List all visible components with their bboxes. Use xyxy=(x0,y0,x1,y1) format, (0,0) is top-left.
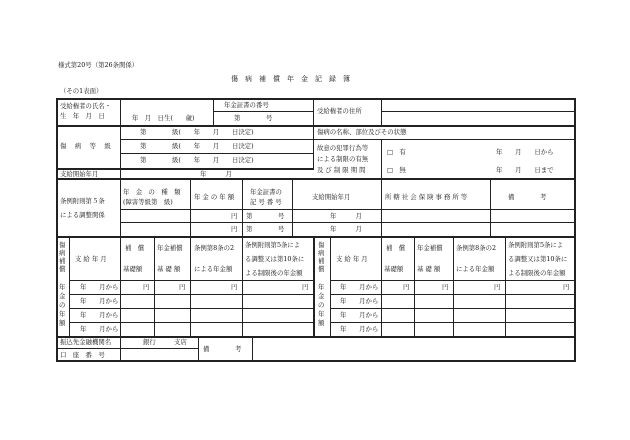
cert-number-field[interactable]: 第 号 xyxy=(246,225,285,233)
payment-month-header: 支 給 年 月 xyxy=(75,255,107,263)
adjusted-amount-header: よる制限後の年金額 xyxy=(508,269,566,277)
supp-start-field[interactable]: 年 月 xyxy=(330,225,362,233)
restriction-label: による制限の有無 xyxy=(317,155,369,163)
supp-start-field[interactable]: 年 月 xyxy=(330,212,362,220)
art8-amount-header: による年金額 xyxy=(194,265,233,273)
pension-type-header: 年 金 の 種 類 xyxy=(123,188,181,196)
name-label: 受給権者の氏名・ xyxy=(60,102,112,110)
payment-month-field[interactable]: 年 月から xyxy=(80,283,119,291)
pension-cert-header: 年金証書の xyxy=(250,188,282,196)
restriction-label: 故意の犯罪行為等 xyxy=(317,144,369,152)
bank-note-label: 備 考 xyxy=(203,345,242,353)
adjusted-amount-header: る調整又は第10条に xyxy=(508,255,568,263)
supp-start-header: 支給開始年月 xyxy=(312,193,351,201)
branch-name-field[interactable]: 支店 xyxy=(174,338,187,346)
base-amount-header: 基礎額 xyxy=(123,265,143,273)
yen-unit: 円 xyxy=(179,283,186,291)
restriction-no-checkbox[interactable]: □ 無 xyxy=(387,166,406,174)
supp-note-header: 備 考 xyxy=(508,193,547,201)
start-field[interactable]: 年 月 xyxy=(200,170,232,178)
yen-unit: 円 xyxy=(442,283,449,291)
grade-row[interactable]: 第 級( 年 月 日決定) xyxy=(140,156,254,164)
injury-label: 傷病の名称、部位及びその状態 xyxy=(317,128,407,136)
yen-unit: 円 xyxy=(231,225,238,233)
payment-month-field[interactable]: 年 月から xyxy=(80,297,119,305)
form-number: 様式第20号（第26条関係） xyxy=(58,61,139,69)
art8-amount-header: 条例第8条の2 xyxy=(456,244,497,252)
supp-label: による調整関係 xyxy=(60,211,105,219)
adjusted-amount-header: 条例附則第5条によ xyxy=(245,241,301,249)
yen-unit: 円 xyxy=(302,283,309,291)
base-amount-header: 補 償 xyxy=(125,244,145,252)
cert-number-field[interactable]: 第 号 xyxy=(246,212,285,220)
restriction-to-field[interactable]: 年 月 日まで xyxy=(496,166,554,174)
yen-unit: 円 xyxy=(563,283,570,291)
address-label: 受給権者の住所 xyxy=(317,107,362,115)
restriction-from-field[interactable]: 年 月 日から xyxy=(496,148,554,156)
base-amount-header: 補 償 xyxy=(386,244,406,252)
cert-number-field[interactable]: 第 号 xyxy=(234,114,273,122)
grade-label: 傷 病 等 級 xyxy=(60,142,112,150)
calc-base-header: 基 礎 額 xyxy=(157,265,181,273)
yen-unit: 円 xyxy=(231,212,238,220)
page-title: 傷 病 補 償 年 金 記 録 簿 xyxy=(231,75,350,83)
calc-base-header: 年金補償 xyxy=(157,244,183,252)
base-amount-header: 基礎額 xyxy=(384,265,404,273)
payment-month-field[interactable]: 年 月から xyxy=(80,311,119,319)
pension-grade-header: (障害等級第 級) xyxy=(123,198,173,206)
payment-month-field[interactable]: 年 月から xyxy=(340,297,379,305)
yen-unit: 円 xyxy=(494,283,501,291)
birth-label: 生 年 月 日 xyxy=(60,112,105,120)
yen-unit: 円 xyxy=(231,283,238,291)
adjusted-amount-header: る調整又は第10条に xyxy=(245,255,305,263)
start-label: 支給開始年月 xyxy=(60,170,99,178)
payment-month-field[interactable]: 年 月から xyxy=(340,311,379,319)
bank-label: 振込先金融機関名 xyxy=(60,338,112,346)
pension-cert-header: 記 号 番 号 xyxy=(250,198,282,206)
payment-month-field[interactable]: 年 月から xyxy=(340,283,379,291)
art8-amount-header: による年金額 xyxy=(456,265,495,273)
page-note: （その1表面） xyxy=(60,87,103,95)
calc-base-header: 年金補償 xyxy=(417,244,443,252)
cert-number-label: 年金証書の番号 xyxy=(224,101,269,109)
yen-unit: 円 xyxy=(403,283,410,291)
bank-name-field[interactable]: 銀行 xyxy=(143,338,156,346)
account-number-label: 口 座 番 号 xyxy=(60,351,105,359)
birth-field[interactable]: 年 月 日生( 歳) xyxy=(132,114,195,122)
restriction-yes-checkbox[interactable]: □ 有 xyxy=(387,148,406,156)
art8-amount-header: 条例第8条の2 xyxy=(194,244,235,252)
payment-month-field[interactable]: 年 月から xyxy=(80,325,119,333)
office-header: 所 轄 社 会 保 険 事 務 所 等 xyxy=(385,193,468,201)
grade-row[interactable]: 第 級( 年 月 日決定) xyxy=(140,128,254,136)
payment-month-header: 支 給 年 月 xyxy=(336,255,368,263)
pension-amount-header: 年 金 の 年 額 xyxy=(194,193,235,201)
restriction-label: 及 び 制 限 期 間 xyxy=(317,166,366,174)
payment-month-field[interactable]: 年 月から xyxy=(340,325,379,333)
adjusted-amount-header: 条例附則第5条によ xyxy=(508,241,564,249)
calc-base-header: 基 礎 額 xyxy=(417,265,441,273)
supp-label: 条例附則第５条 xyxy=(60,197,105,205)
yen-unit: 円 xyxy=(143,283,150,291)
adjusted-amount-header: よる制限後の年金額 xyxy=(245,269,303,277)
grade-row[interactable]: 第 級( 年 月 日決定) xyxy=(140,142,254,150)
